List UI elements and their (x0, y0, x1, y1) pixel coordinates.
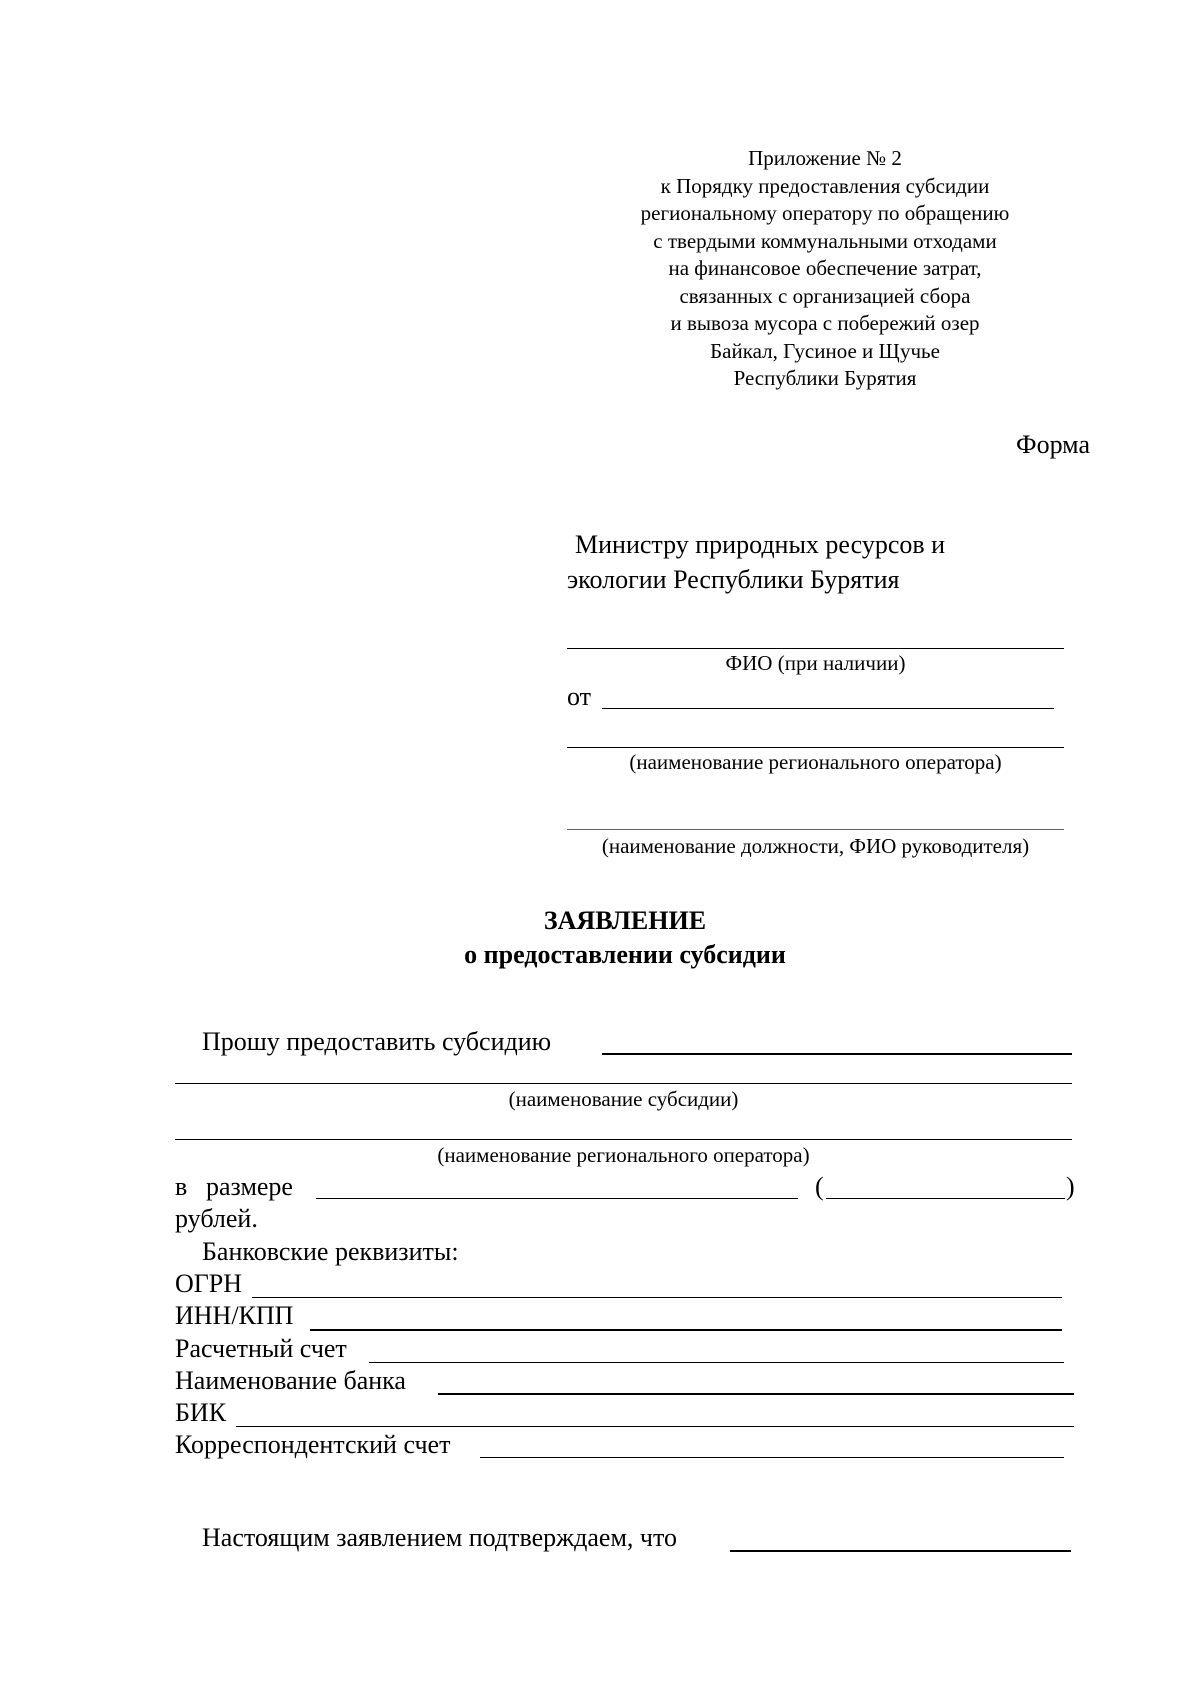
document-subtitle: о предоставлении субсидии (464, 940, 786, 969)
appendix-header (560, 145, 1090, 393)
bik-label: БИК (175, 1398, 227, 1427)
operator-name-line[interactable] (175, 1139, 1072, 1140)
ogrn-field-line[interactable] (252, 1297, 1062, 1298)
form-label: Форма (1016, 430, 1090, 459)
paren-open: ( (815, 1172, 824, 1201)
addressee-line: экологии Республики Бурятия (567, 565, 900, 594)
corr-account-label: Корреспондентский счет (175, 1430, 451, 1459)
appendix-line: на финансовое обеспечение затрат, (668, 256, 982, 280)
operator-field-line[interactable] (567, 747, 1064, 748)
fio-field-line[interactable] (567, 648, 1064, 649)
appendix-line: и вывоза мусора с побережий озер (670, 311, 980, 335)
account-label: Расчетный счет (175, 1334, 347, 1363)
addressee-line: Министру природных ресурсов и (575, 530, 946, 559)
ogrn-label: ОГРН (175, 1269, 243, 1298)
bank-details-label: Банковские реквизиты: (202, 1237, 459, 1266)
appendix-line: Республики Бурятия (733, 366, 917, 390)
rubles-label: рублей. (175, 1204, 258, 1233)
amount-words-field-line[interactable] (826, 1198, 1065, 1199)
bank-name-field-line[interactable] (438, 1393, 1074, 1395)
confirm-field-line[interactable] (730, 1550, 1071, 1552)
bik-field-line[interactable] (236, 1426, 1074, 1427)
operator-caption: (наименование регионального оператора) (629, 750, 1002, 774)
paren-close: ) (1066, 1172, 1075, 1201)
head-caption: (наименование должности, ФИО руководителя) (601, 834, 1030, 858)
appendix-line: связанных с организацией сбора (679, 283, 971, 308)
appendix-line: региональному оператору по обращению (640, 201, 1010, 225)
addressee (567, 527, 945, 597)
request-text: Прошу предоставить субсидию (202, 1027, 552, 1056)
inn-kpp-field-line[interactable] (310, 1329, 1062, 1331)
from-label: от (567, 682, 592, 711)
amount-label-size: размере (206, 1172, 293, 1201)
amount-field-line[interactable] (316, 1198, 798, 1199)
confirm-text: Настоящим заявлением подтверждаем, что (202, 1523, 678, 1552)
bank-name-label: Наименование банка (175, 1366, 406, 1395)
appendix-line: Байкал, Гусиное и Щучье (710, 338, 940, 363)
inn-kpp-label: ИНН/КПП (175, 1301, 294, 1330)
operator-name-caption: (наименование регионального оператора) (437, 1143, 810, 1167)
from-field-line[interactable] (602, 708, 1054, 709)
head-field-line[interactable] (567, 829, 1064, 830)
subsidy-caption: (наименование субсидии) (508, 1087, 739, 1111)
document-title: ЗАЯВЛЕНИЕ (543, 906, 707, 935)
appendix-line: с твердыми коммунальными отходами (653, 228, 997, 253)
corr-account-field-line[interactable] (480, 1457, 1064, 1458)
appendix-line: Приложение № 2 (748, 146, 902, 170)
subsidy-name-line[interactable] (175, 1083, 1072, 1084)
amount-label-v: в (175, 1172, 188, 1201)
fio-caption: ФИО (при наличии) (725, 651, 906, 675)
subsidy-field-line[interactable] (602, 1053, 1072, 1055)
account-field-line[interactable] (369, 1362, 1064, 1363)
appendix-line: к Порядку предоставления субсидии (660, 173, 990, 198)
